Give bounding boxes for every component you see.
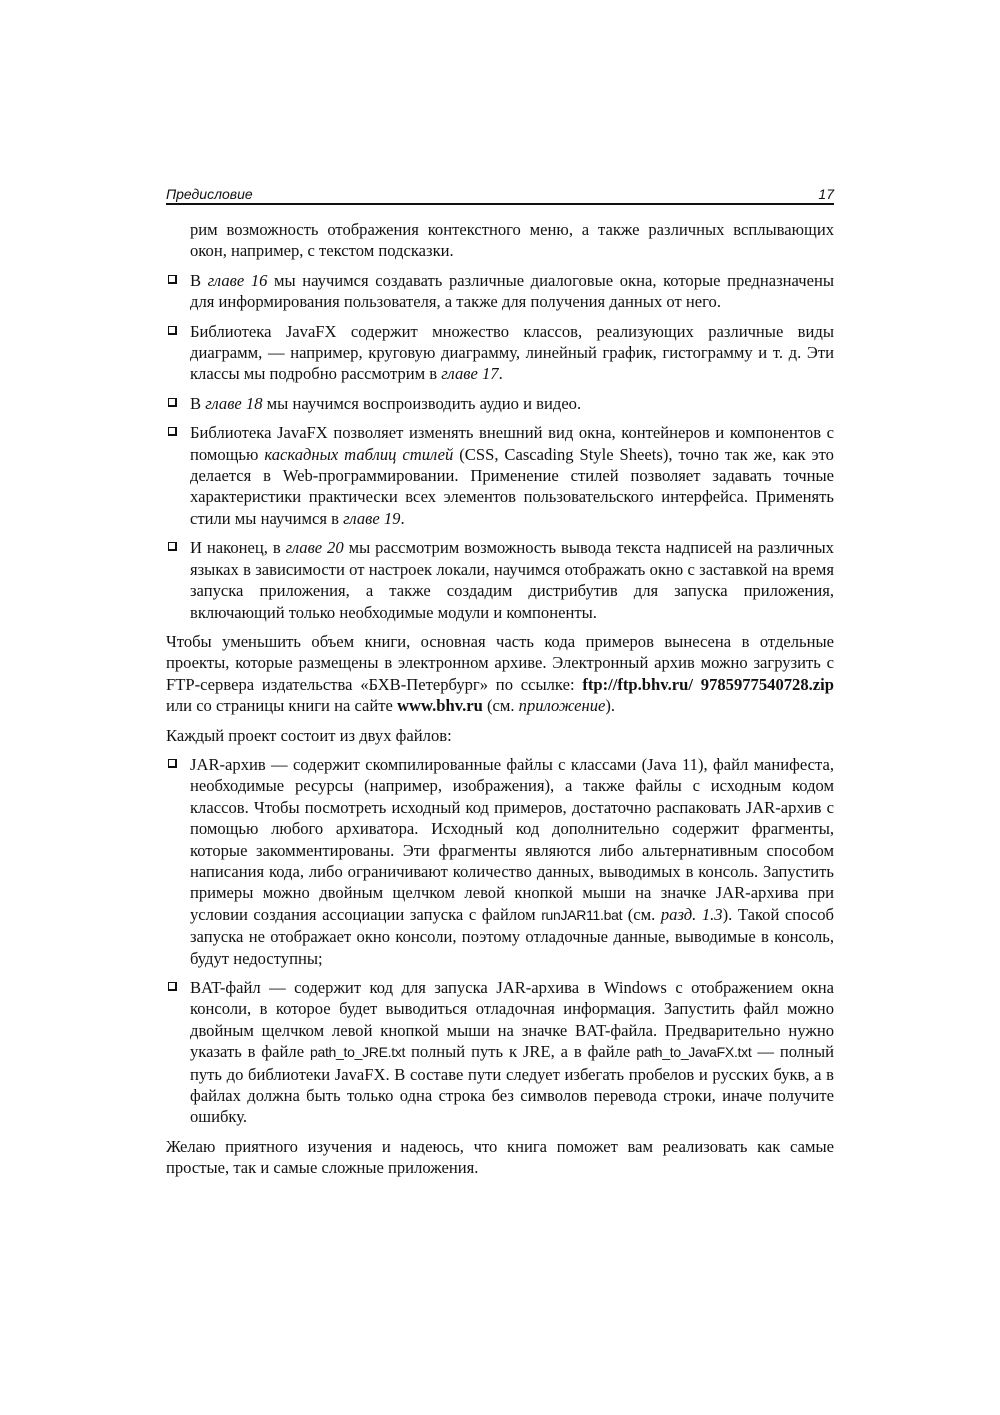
list-item-chapter-17 [166,321,834,385]
section-title: Предисловие [166,186,253,202]
list-item-text [190,755,834,968]
checkbox-bullet-icon [168,326,177,335]
text-run: Желаю приятного изучения и надеюсь, что книга поможет вам реализовать как самые простые, так и самые сложные приложения. [166,1136,834,1178]
filename-text: path_to_JavaFX.txt [636,1044,752,1061]
checkbox-bullet-icon [168,982,177,991]
text-run: . [400,508,405,528]
text-run: . [498,364,503,384]
text-run: мы научимся воспроизводить аудио и видео. [262,393,582,413]
text-run: (см. [622,904,661,924]
text-run: рим возможность отображения контекстного меню, а также различных всплывающих окон, например, с текстом подсказки. [190,220,834,261]
list-item-text [190,538,834,621]
checkbox-bullet-icon [168,398,177,407]
list-item-text [190,423,834,528]
body-text [166,219,834,1179]
page-number: 17 [818,186,834,202]
text-run: И наконец, в [190,538,286,558]
text-run: Библиотека JavaFX содержит множество классов, реализующих различные виды диаграмм, — например, круговую диаграмму, линейный график, гистограмму и т. д. Эти классы мы подробно рассмотрим в [190,321,834,384]
text-run: главе 16 [207,270,268,290]
list-item-text [190,271,834,311]
filename-text: runJAR11.bat [541,906,623,923]
text-run: главе 18 [205,393,263,413]
checkbox-bullet-icon [168,427,177,436]
list-item-text [190,394,581,413]
text-run: каскадных таблиц стилей [264,444,454,464]
text-run: или со страницы книги на сайте [166,696,398,716]
text-run: Чтобы уменьшить объем книги, основная часть кода примеров вынесена в отдельные проекты, которые размещены в электронном архиве. Электронный архив можно загрузить с FTP-сервера издательства «БХВ-Петербург» по ссылке: [166,631,834,694]
text-run: В [190,270,208,290]
list-item-chapter-20 [166,537,834,623]
checkbox-bullet-icon [168,759,177,768]
text-run: приложение [518,696,606,716]
running-header [166,186,834,205]
archive-paragraph [166,631,834,717]
text-run: (CSS, Cascading Style Sheets), точно так же, как это делается в Web-программировании. Применение стилей позволяет задавать точные характеристики практически всех элементов пользовательского интерфейса. Применять стили мы научимся в [190,444,834,528]
project-files-intro [166,725,834,746]
text-run: ). Такой способ запуска не отображает окно консоли, поэтому отладочные данные, выводимые в консоль, будут недоступны; [190,904,835,968]
checkbox-bullet-icon [168,275,177,284]
filename-text: path_to_JRE.txt [309,1044,406,1061]
checkbox-bullet-icon [168,542,177,551]
text-run: BAT-файл — содержит код для запуска JAR-архива в Windows с отображением окна консоли, в которое будет выводиться отладочная информация. Запустить файл можно двойным щелчком левой кнопкой мыши на значке BAT-файла. Предварительно нужно указать в файле [190,978,834,1062]
text-run: ). [605,696,616,716]
list-item-chapter-16 [166,270,834,313]
text-run: полный путь к JRE, а в файле [405,1042,637,1062]
list-item-chapter-18 [166,393,834,414]
text-run: главе 19 [343,508,401,528]
text-run: мы рассмотрим возможность вывода текста надписей на различных языках в зависимости от настроек локали, научимся отображать окно с заставкой на время запуска приложения, а также создадим дистрибутив для запуска приложения, включающий только необходимые модули и компоненты. [190,538,834,622]
text-run: мы научимся создавать различные диалоговые окна, которые предназначены для информирования пользователя, а также для получения данных от него. [190,270,834,312]
text-run: главе 20 [285,538,344,558]
link-text: ftp://ftp.bhv.ru/ 9785977540728.zip [582,674,834,694]
text-run: Каждый проект состоит из двух файлов: [166,725,452,745]
book-page [166,186,834,1187]
list-item-text [190,322,834,384]
text-run: разд. 1.3 [660,904,723,924]
text-run: — полный путь до библиотеки JavaFX. В составе пути следует избегать пробелов и русских букв, а в файлах должна быть только одна строка без символов перевода строки, иначе получите ошибку. [190,1042,834,1127]
list-item-jar-archive [166,754,834,969]
text-run: JAR-архив — содержит скомпилированные файлы с классами (Java 11), файл манифеста, необходимые ресурсы (например, изображения), а также файлы с исходным кодом классов. Чтобы посмотреть исходный код примеров, достаточно распаковать JAR-архив с помощью любого архиватора. Исходный код дополнительно содержит фрагменты, которые закомментированы. Эти фрагменты являются либо альтернативным способом написания кода, либо ограничивают количество данных, выводимых в консоль. Запустить примеры можно двойным щелчком левой кнопкой мыши на значке JAR-архива при условии создания ассоциации запуска с файлом [190,754,834,924]
text-run: В [190,393,206,413]
closing-paragraph [166,1136,834,1179]
text-run: главе 17 [441,364,499,384]
text-run: (см. [482,696,519,716]
link-text: www.bhv.ru [397,696,483,716]
list-item-text [190,978,834,1126]
continuation-paragraph [190,219,834,262]
text-run: Библиотека JavaFX позволяет изменять внешний вид окна, контейнеров и компонентов с помощью [190,423,834,464]
list-item-chapter-19 [166,422,834,529]
list-item-bat-file [166,977,834,1128]
